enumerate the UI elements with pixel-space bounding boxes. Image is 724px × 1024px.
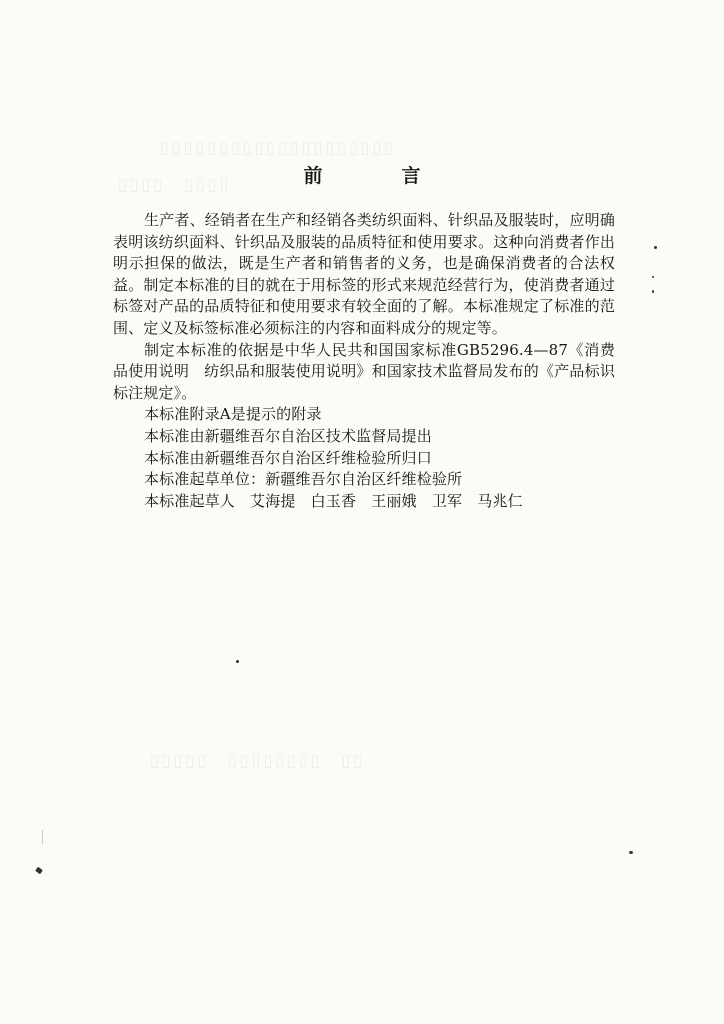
line-managed-by: 本标准由新疆维吾尔自治区纤维检验所归口	[144, 448, 432, 467]
bleed-through-artifact: ▯▯▯▯ ▯▯▯▯	[118, 175, 232, 194]
body-text	[113, 210, 615, 512]
bleed-through-artifact: ▯▯▯▯▯ ▯▯▯▯▯▯▯▯ ▯▯	[150, 751, 366, 770]
line-proposed-by: 本标准由新疆维吾尔自治区技术监督局提出	[144, 426, 432, 445]
scan-speck	[236, 660, 239, 663]
scan-speck	[35, 867, 43, 875]
line-appendix: 本标准附录A是提示的附录	[144, 405, 322, 424]
scan-speck	[654, 246, 657, 249]
scan-speck	[652, 276, 654, 278]
paragraph-basis: 制定本标准的依据是中华人民共和国国家标准GB5296.4—87《消费品使用说明 纺织品和服装使用说明》和国家技术监督局发布的《产品标识标注规定》。	[113, 340, 615, 402]
scan-speck	[42, 830, 43, 844]
line-drafters: 本标准起草人 艾海提 白玉香 王丽娥 卫军 马兆仁	[144, 491, 523, 510]
paragraph-intro: 生产者、经销者在生产和经销各类纺织面料、针织品及服装时，应明确表明该纺织面料、针织品及服装的品质特征和使用要求。这种向消费者作出明示担保的做法，既是生产者和销售者的义务，也是确保消费者的合法权益。制定本标准的目的就在于用标签的形式来规范经营行为，使消费者通过标签对产品的品质特征和使用要求有较全面的了解。本标准规定了标准的范围、定义及标签标准必须标注的内容和面料成分的规定等。	[113, 211, 615, 337]
scan-speck	[652, 290, 654, 293]
scan-speck	[629, 851, 633, 854]
line-drafting-unit: 本标准起草单位：新疆维吾尔自治区纤维检验所	[144, 470, 463, 489]
bleed-through-artifact: ▯▯▯▯▯▯▯▯▯▯▯▯▯▯▯▯▯▯▯▯	[160, 138, 397, 157]
page-title: 前 言	[303, 165, 451, 187]
